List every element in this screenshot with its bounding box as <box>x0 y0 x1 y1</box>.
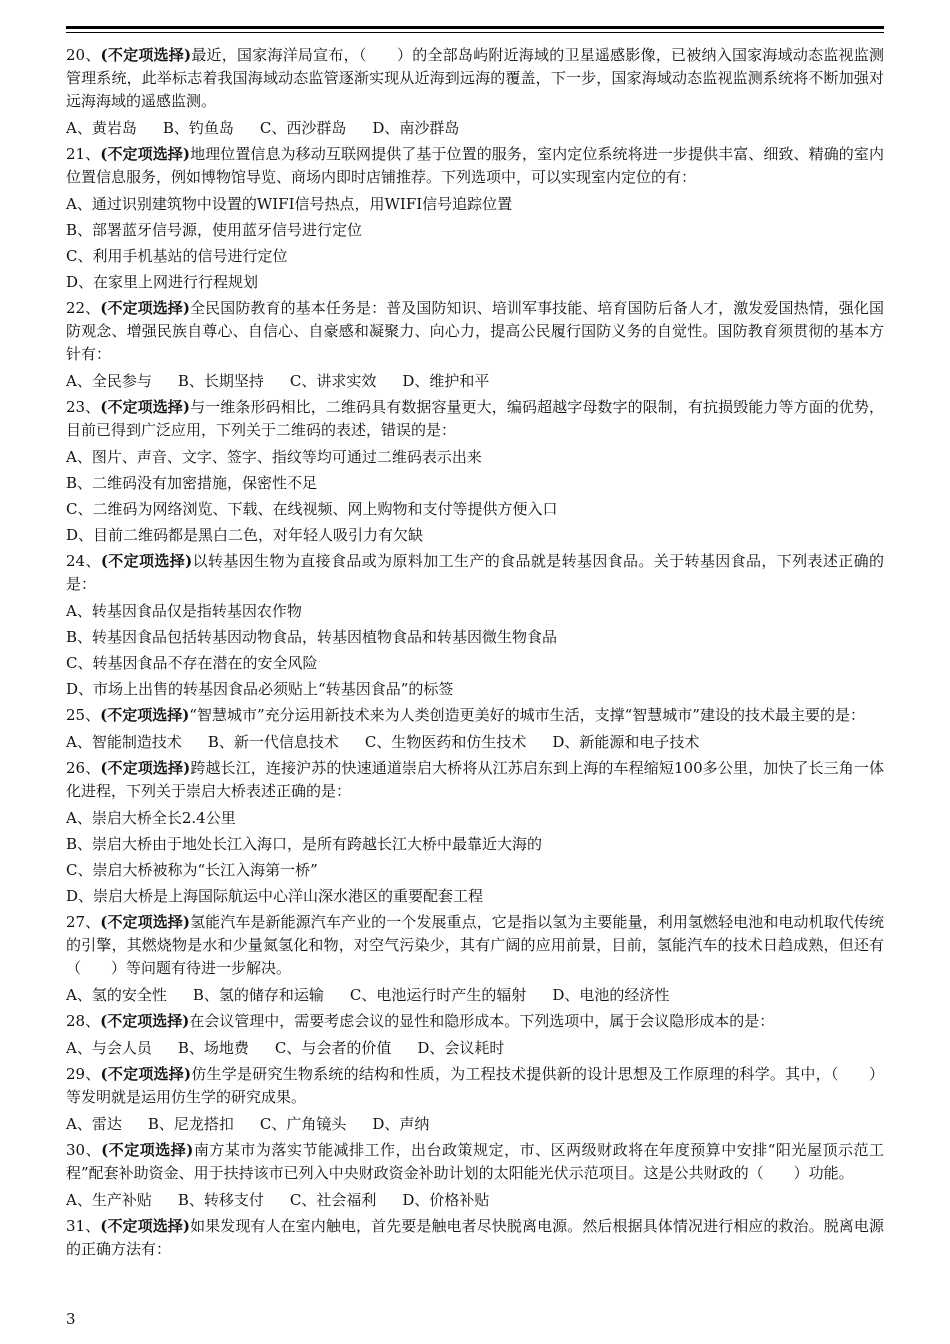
question-type: (不定项选择) <box>100 398 190 416</box>
option-c: C、二维码为网络浏览、下载、在线视频、网上购物和支付等提供方便入口 <box>66 500 558 518</box>
question-text: 在会议管理中，需要考虑会议的显性和隐形成本。下列选项中，属于会议隐形成本的是： <box>189 1012 775 1030</box>
header-rule-thick <box>66 26 884 29</box>
option-b: B、长期坚持 <box>177 372 264 390</box>
question-number: 21、 <box>66 145 101 163</box>
options-row <box>66 117 884 140</box>
question-26 <box>66 757 884 803</box>
option-d: D、会议耗时 <box>417 1039 505 1057</box>
question-text: 地理位置信息为移动互联网提供了基于位置的服务，室内定位系统将进一步提供丰富、细致、精确的室内位置信息服务，例如博物馆导览、商场内即时店铺推荐。下列选项中，可以实现室内定位的有： <box>66 145 884 186</box>
question-text: “智慧城市”充分运用新技术来为人类创造更美好的城市生活，支撑“智慧城市”建设的技术最主要的是： <box>189 706 865 724</box>
option-d: D、在家里上网进行行程规划 <box>66 273 259 291</box>
option-d: D、新能源和电子技术 <box>552 733 700 751</box>
option-a: A、黄岩岛 <box>66 119 137 137</box>
option-d: D、价格补贴 <box>402 1191 490 1209</box>
question-30 <box>66 1139 884 1185</box>
option-b: B、二维码没有加密措施，保密性不足 <box>66 474 318 492</box>
option-d: D、目前二维码都是黑白二色，对年轻人吸引力有欠缺 <box>66 526 424 544</box>
question-type: (不定项选择) <box>100 913 190 931</box>
question-text: 仿生学是研究生物系统的结构和性质，为工程技术提供新的设计思想及工作原理的科学。其中，（ ）等发明就是运用仿生学的研究成果。 <box>66 1065 884 1106</box>
question-29 <box>66 1063 884 1109</box>
question-number: 28、 <box>66 1012 101 1030</box>
option-b: B、场地费 <box>177 1039 249 1057</box>
option-a: A、生产补贴 <box>66 1191 152 1209</box>
options-row <box>66 1113 884 1136</box>
option-c: C、讲求实效 <box>289 372 377 390</box>
option-c: C、广角镜头 <box>259 1115 347 1133</box>
option-c: C、西沙群岛 <box>259 119 347 137</box>
question-31 <box>66 1215 884 1261</box>
option-a: A、氢的安全性 <box>66 986 167 1004</box>
question-number: 29、 <box>66 1065 101 1083</box>
question-25 <box>66 704 884 727</box>
question-type: (不定项选择) <box>100 1217 190 1235</box>
option-a: A、图片、声音、文字、签字、指纹等均可通过二维码表示出来 <box>66 448 482 466</box>
question-type: (不定项选择) <box>100 1012 190 1030</box>
question-23 <box>66 396 884 442</box>
option-a: A、崇启大桥全长2.4公里 <box>66 809 236 827</box>
question-text: 南方某市为落实节能减排工作，出台政策规定，市、区两级财政将在年度预算中安排“阳光屋顶示范工程”配套补助资金、用于扶持该市已列入中央财政资金补助计划的太阳能光伏示范项目。这是公共财政的（ ）功能。 <box>66 1141 884 1182</box>
header-rule-thin <box>66 32 884 33</box>
option-d: D、崇启大桥是上海国际航运中心洋山深水港区的重要配套工程 <box>66 887 484 905</box>
options-row <box>66 1189 884 1212</box>
options-row <box>66 370 884 393</box>
question-type: (不定项选择) <box>100 706 190 724</box>
question-27 <box>66 911 884 980</box>
question-text: 全民国防教育的基本任务是：普及国防知识、培训军事技能、培育国防后备人才，激发爱国热情，强化国防观念、增强民族自尊心、自信心、自豪感和凝聚力、向心力，提高公民履行国防义务的自觉性。国防教育须贯彻的基本方针有： <box>66 299 884 363</box>
question-text: 氢能汽车是新能源汽车产业的一个发展重点，它是指以氢为主要能量，利用氢燃轻电池和电动机取代传统的引擎，其燃烧物是水和少量氮氢化和物，对空气污染少，其有广阔的应用前景，目前，氢能汽车的技术日趋成熟，但还有（ ）等问题有待进一步解决。 <box>66 913 884 977</box>
option-c: C、电池运行时产生的辐射 <box>349 986 527 1004</box>
option-a: A、转基因食品仅是指转基因农作物 <box>66 602 302 620</box>
question-number: 23、 <box>66 398 101 416</box>
question-28 <box>66 1010 884 1033</box>
question-type: (不定项选择) <box>100 299 190 317</box>
question-type: (不定项选择) <box>100 759 191 777</box>
question-number: 30、 <box>66 1141 102 1159</box>
option-c: C、与会者的价值 <box>274 1039 392 1057</box>
option-c: C、转基因食品不存在潜在的安全风险 <box>66 654 318 672</box>
question-number: 22、 <box>66 299 101 317</box>
option-a: A、雷达 <box>66 1115 122 1133</box>
option-d: D、维护和平 <box>402 372 490 390</box>
options-row <box>66 731 884 754</box>
option-d: D、声纳 <box>372 1115 430 1133</box>
question-number: 26、 <box>66 759 101 777</box>
question-text: 如果发现有人在室内触电，首先要是触电者尽快脱离电源。然后根据具体情况进行相应的救治。脱离电源的正确方法有： <box>66 1217 884 1258</box>
page-number: 3 <box>66 1310 76 1328</box>
option-d: D、南沙群岛 <box>372 119 460 137</box>
option-b: B、转基因食品包括转基因动物食品，转基因植物食品和转基因微生物食品 <box>66 628 558 646</box>
question-type: (不定项选择) <box>100 46 192 64</box>
option-a: A、通过识别建筑物中设置的WIFI信号热点，用WIFI信号追踪位置 <box>66 195 513 213</box>
option-d: D、电池的经济性 <box>552 986 670 1004</box>
option-b: B、转移支付 <box>177 1191 264 1209</box>
option-a: A、与会人员 <box>66 1039 152 1057</box>
option-d: D、市场上出售的转基因食品必须贴上“转基因食品”的标签 <box>66 680 454 698</box>
option-b: B、部署蓝牙信号源，使用蓝牙信号进行定位 <box>66 221 363 239</box>
question-number: 27、 <box>66 913 101 931</box>
option-c: C、利用手机基站的信号进行定位 <box>66 247 288 265</box>
option-c: C、生物医药和仿生技术 <box>364 733 527 751</box>
option-c: C、崇启大桥被称为“长江入海第一桥” <box>66 861 318 879</box>
options-row <box>66 1037 884 1060</box>
option-b: B、崇启大桥由于地处长江入海口，是所有跨越长江大桥中最靠近大海的 <box>66 835 543 853</box>
question-number: 31、 <box>66 1217 101 1235</box>
question-type: (不定项选择) <box>100 145 190 163</box>
option-b: B、氢的储存和运输 <box>192 986 324 1004</box>
document-body <box>66 44 884 1265</box>
option-b: B、尼龙搭扣 <box>147 1115 234 1133</box>
question-24 <box>66 550 884 596</box>
question-text: 跨越长江，连接沪苏的快速通道崇启大桥将从江苏启东到上海的车程缩短100多公里，加快了长三角一体化进程，下列关于崇启大桥表述正确的是： <box>66 759 885 800</box>
question-text: 最近，国家海洋局宣布，（ ）的全部岛屿附近海域的卫星遥感影像，已被纳入国家海域动态监视监测管理系统，此举标志着我国海域动态监管逐渐实现从近海到远海的覆盖，下一步，国家海域动态监视监测系统将不断加强对远海海域的遥感监测。 <box>66 46 884 110</box>
question-type: (不定项选择) <box>100 1065 192 1083</box>
option-b: B、钓鱼岛 <box>162 119 234 137</box>
question-21 <box>66 143 884 189</box>
question-type: (不定项选择) <box>100 552 193 570</box>
question-number: 20、 <box>66 46 101 64</box>
question-type: (不定项选择) <box>101 1141 194 1159</box>
question-number: 24、 <box>66 552 101 570</box>
options-row <box>66 984 884 1007</box>
option-a: A、全民参与 <box>66 372 152 390</box>
question-text: 与一维条形码相比，二维码具有数据容量更大，编码超越字母数字的限制，有抗损毁能力等方面的优势，目前已得到广泛应用，下列关于二维码的表述，错误的是： <box>66 398 884 439</box>
question-number: 25、 <box>66 706 101 724</box>
question-20 <box>66 44 884 113</box>
option-b: B、新一代信息技术 <box>207 733 339 751</box>
option-c: C、社会福利 <box>289 1191 377 1209</box>
question-text: 以转基因生物为直接食品或为原料加工生产的食品就是转基因食品。关于转基因食品，下列表述正确的是： <box>66 552 885 593</box>
question-22 <box>66 297 884 366</box>
option-a: A、智能制造技术 <box>66 733 182 751</box>
